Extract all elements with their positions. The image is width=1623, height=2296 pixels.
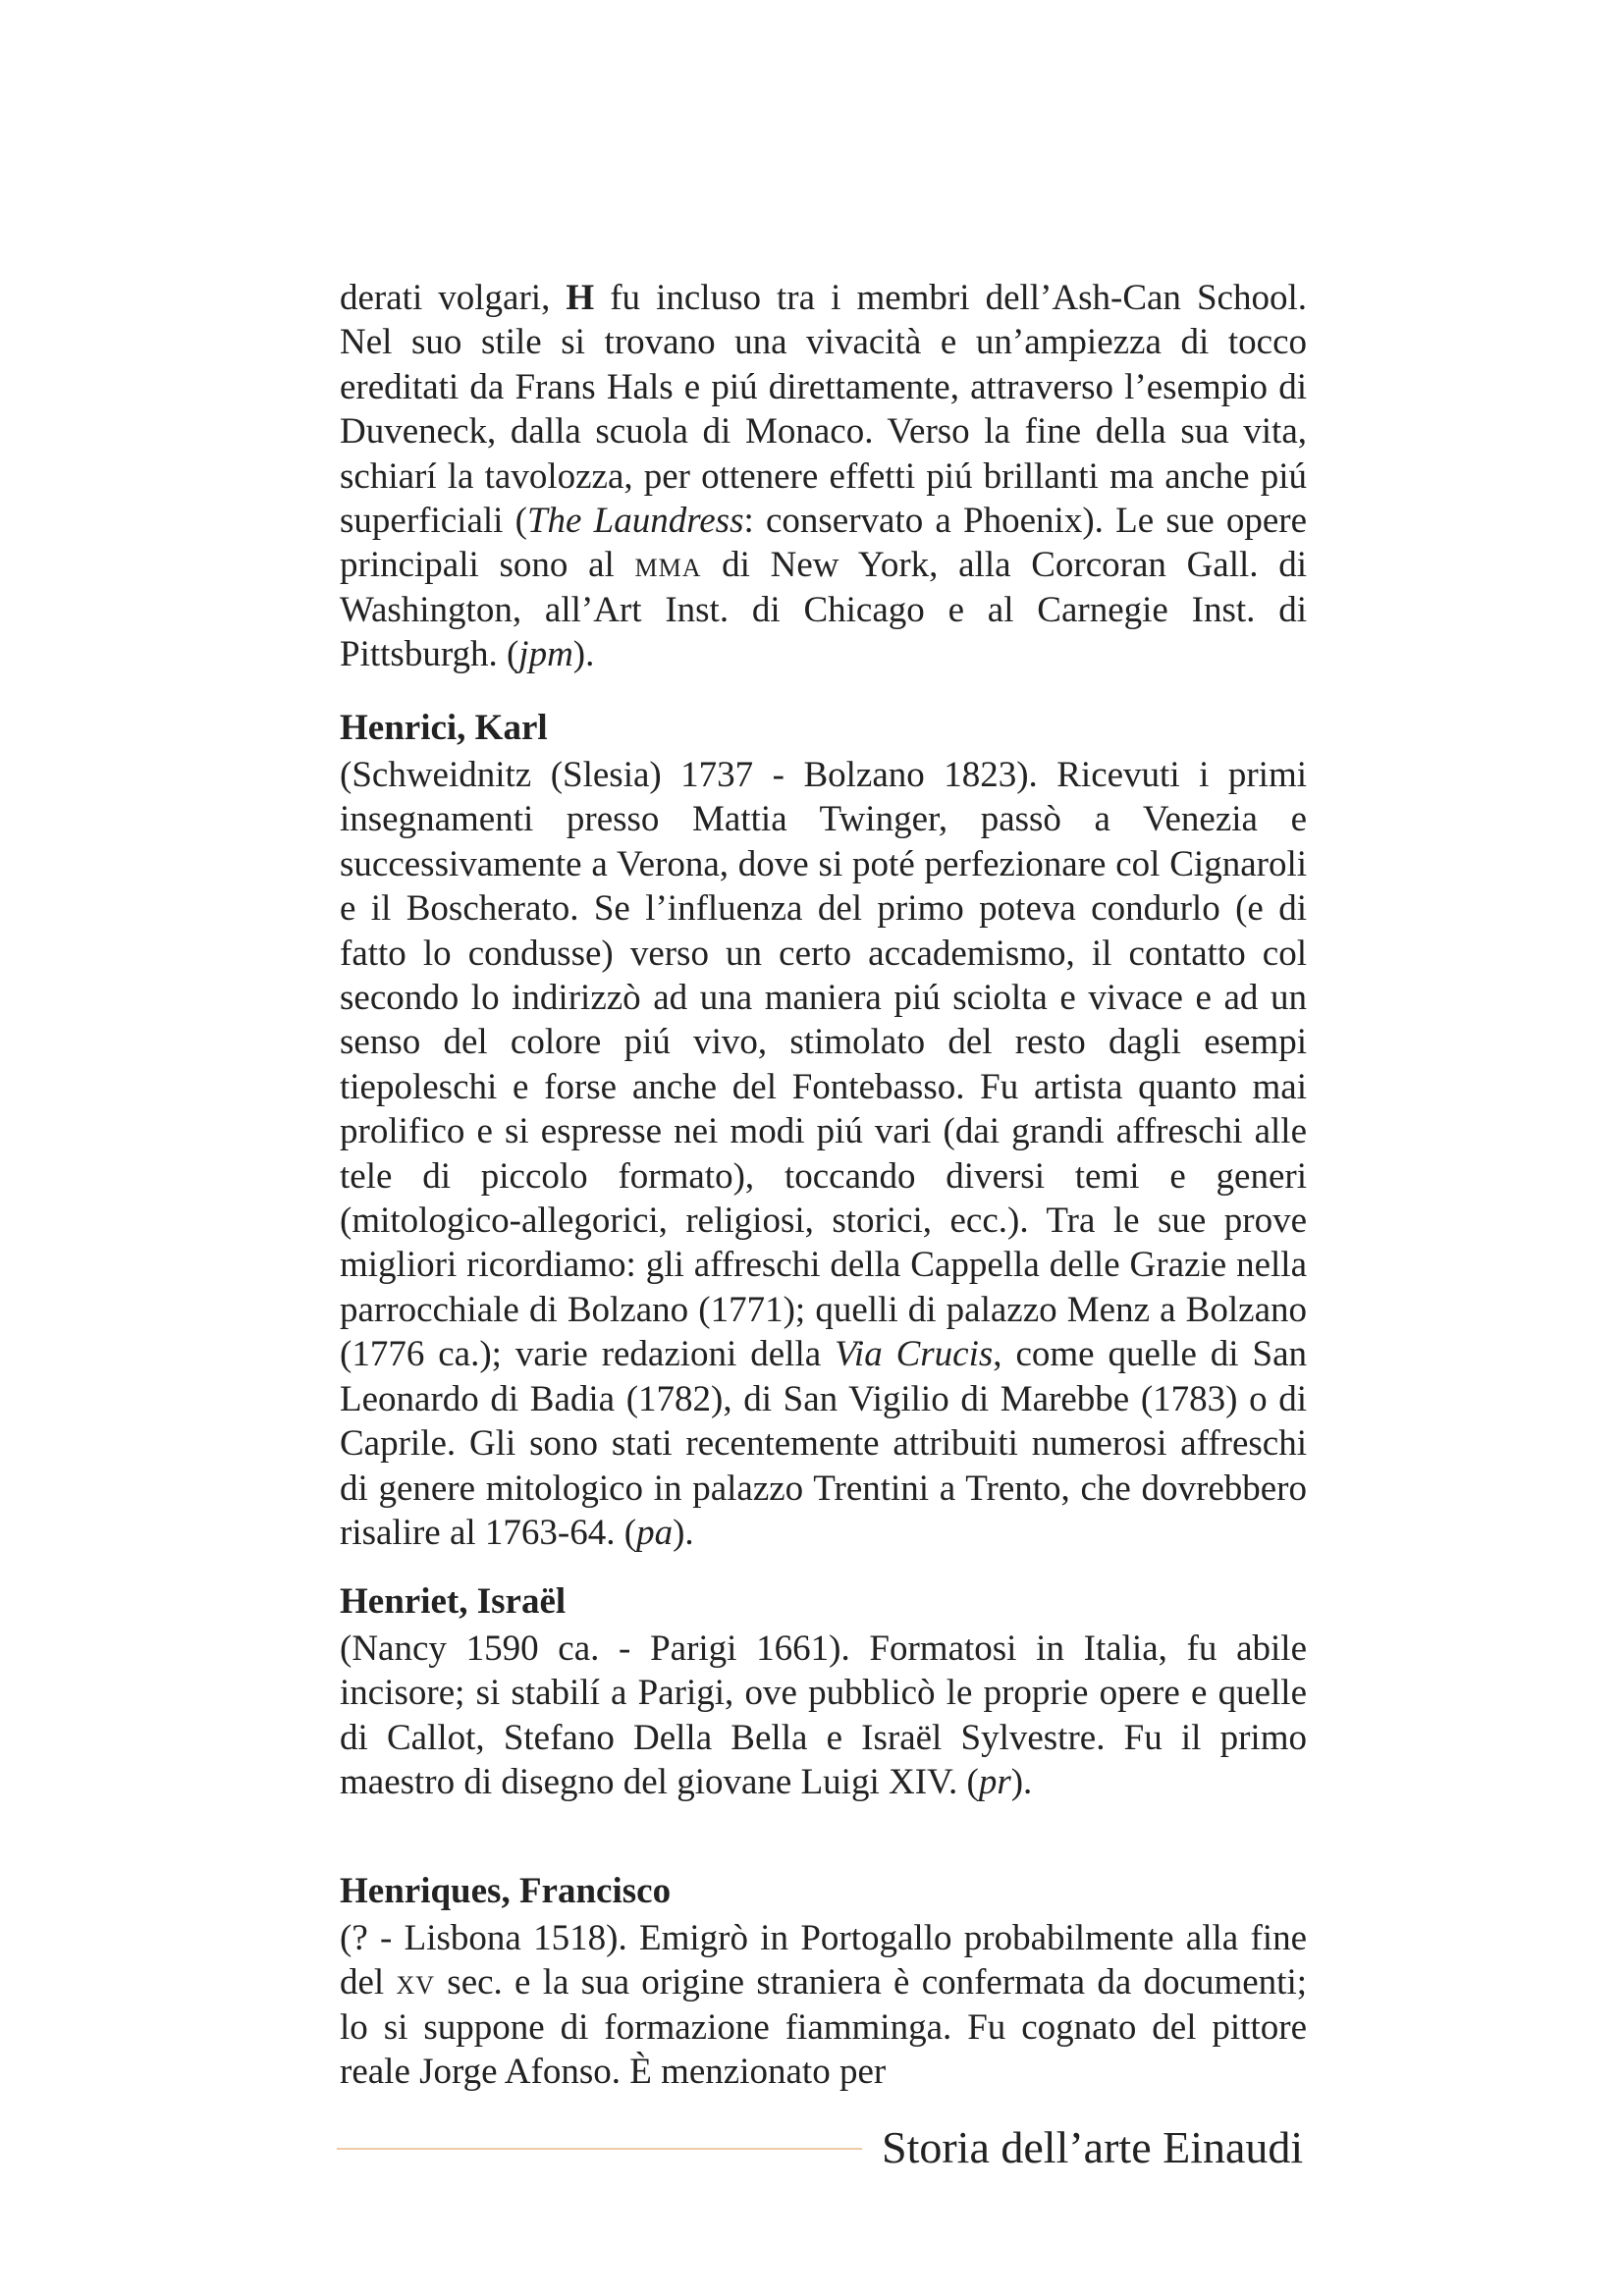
entry-text: (Nancy 1590 ca. - Parigi 1661). Formatosi in Italia, fu abile incisore; si stabilí a Parigi, ove pubblicò le proprie opere e quelle di Callot, Stefano Della Bella e Israël Sylvestre. Fu il primo maestro di disegno del giovane Luigi XIV. ( xyxy=(340,1629,1307,1803)
intro-text: derati volgari, xyxy=(340,278,567,318)
entry-heading-henrici: Henrici, Karl xyxy=(340,708,548,748)
entry-body-henriet xyxy=(340,1627,1307,1805)
intro-text: di New York, alla Corcoran Gall. di Washington, all’Art Inst. di Chicago e al Carnegie Inst. di Pittsburgh. ( xyxy=(340,545,1307,675)
intro-paragraph xyxy=(340,276,1307,677)
entry-text: (Schweidnitz (Slesia) 1737 - Bolzano 1823). Ricevuti i primi insegnamenti presso Mattia Twinger, passò a Venezia e successivamente a Verona, dove si poté perfezionare col Cignaroli e il Boscherato. Se l’influenza del primo poteva condurlo (e di fatto lo condusse) verso un certo accademismo, il contatto col secondo lo indirizzò ad una maniera piú sciolta e vivace e ad un senso del colore piú vivo, stimolato del resto dagli esempi tiepoleschi e forse anche del Fontebasso. Fu artista quanto mai prolifico e si espresse nei modi piú vari (dai grandi affreschi alle tele di piccolo formato), toccando diversi temi e generi (mitologico-allegorici, religiosi, storici, ecc.). Tra le sue prove migliori ricordiamo: gli affreschi della Cappella delle Grazie nella parrocchiale di Bolzano (1771); quelli di palazzo Menz a Bolzano (1776 ca.); varie redazioni della xyxy=(340,755,1307,1375)
entry-text: , come quelle di San Leonardo di Badia (1782), di San Vigilio di Marebbe (1783) o di Caprile. Gli sono stati recentemente attribuiti numerosi affreschi di genere mitologico in palazzo Trentini a Trento, che dovrebbero risalire al 1763-64. ( xyxy=(340,1334,1307,1553)
entry-heading-henriques: Henriques, Francisco xyxy=(340,1871,672,1911)
footer-rule xyxy=(337,2148,862,2150)
century-numeral: xv xyxy=(396,1962,436,2003)
entry-text: sec. e la sua origine straniera è confermata da documenti; lo si suppone di formazione fiamminga. Fu cognato del pittore reale Jorge Afonso. È menzionato per xyxy=(340,1962,1307,2093)
entry-text: ). xyxy=(673,1512,694,1553)
author-initials: jpm xyxy=(518,634,573,675)
entry-text: ). xyxy=(1010,1762,1033,1803)
intro-text: ). xyxy=(572,634,595,675)
artwork-title: The Laundress xyxy=(526,501,744,542)
entry-body-henriques xyxy=(340,1916,1307,2095)
entry-body-henrici xyxy=(340,753,1307,1555)
entry-text: (? - Lisbona 1518). Emigrò in Portogallo probabilmente alla fine del xyxy=(340,1918,1307,2003)
entry-heading-henriet: Henriet, Israël xyxy=(340,1581,567,1622)
intro-text: : conservato a Phoenix). Le sue opere principali sono al xyxy=(340,501,1307,586)
intro-text: fu incluso tra i membri dell’Ash-Can School. Nel suo stile si trovano una vivacità e un’ampiezza di tocco ereditati da Frans Hals e piú direttamente, attraverso l’esempio di Duveneck, dalla scuola di Monaco. Verso la fine della sua vita, schiarí la tavolozza, per ottenere effetti piú brillanti ma anche piú superficiali ( xyxy=(340,278,1307,542)
author-initials: pr xyxy=(978,1762,1011,1803)
museum-abbreviation: mma xyxy=(634,545,702,586)
intro-initial: H xyxy=(566,278,595,318)
artwork-title: Via Crucis xyxy=(835,1334,994,1375)
author-initials: pa xyxy=(636,1512,674,1553)
footer-title: Storia dell’arte Einaudi xyxy=(882,2122,1304,2172)
